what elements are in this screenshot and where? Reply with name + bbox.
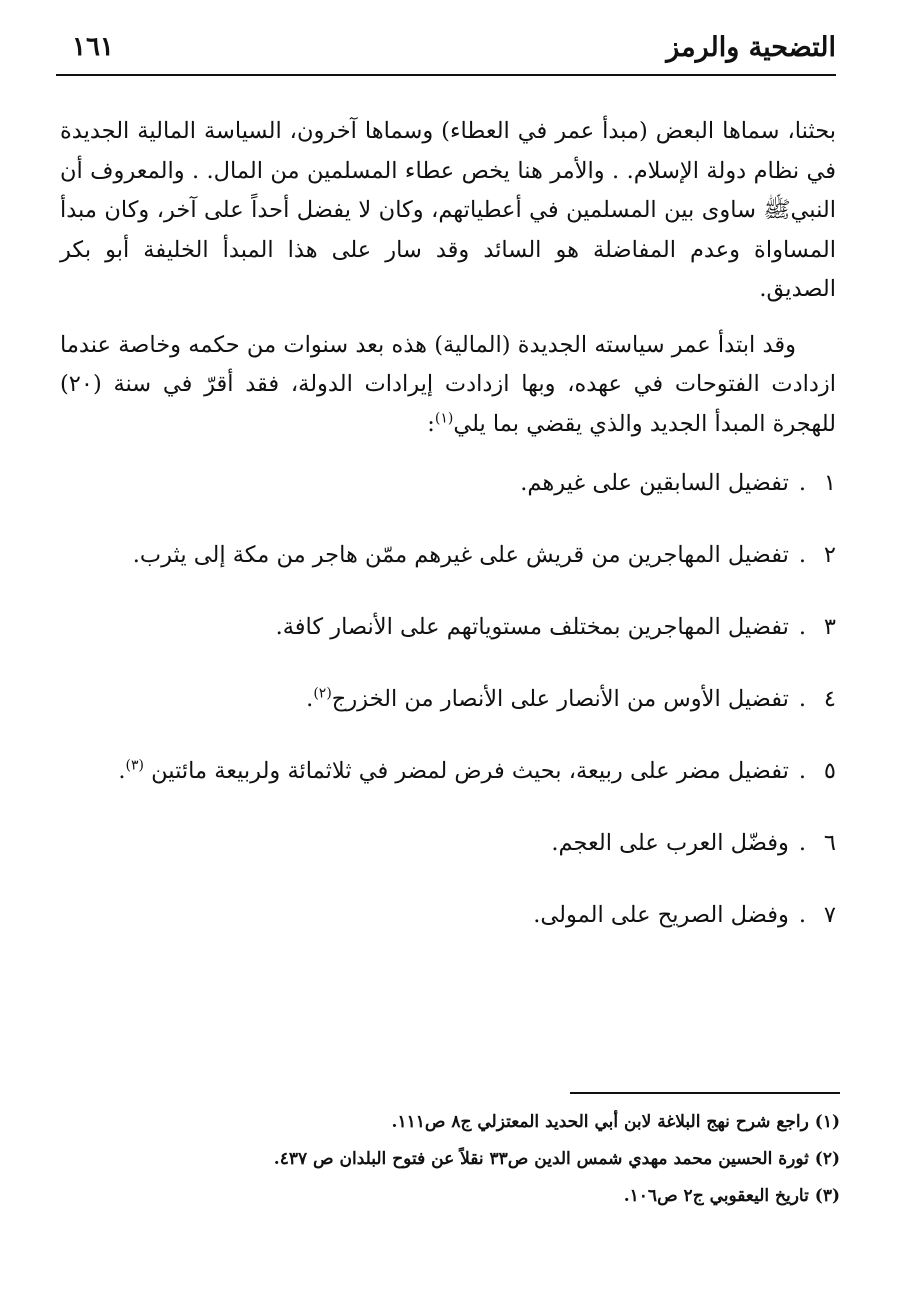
list-item	[60, 532, 836, 578]
list-item-number: ٢	[823, 542, 836, 568]
page-number: ١٦١	[72, 32, 114, 62]
list-item-end: .	[118, 758, 126, 784]
list-item-text: تفضيل الأوس من الأنصار على الأنصار من الخزرج	[331, 686, 789, 712]
paragraph-2	[60, 326, 836, 445]
list-item-text: وفضل الصريح على المولى.	[533, 902, 789, 928]
list-item-separator: .	[798, 470, 806, 496]
list-item-text: تفضيل المهاجرين من قريش على غيرهم ممّن هاجر من مكة إلى يثرب.	[132, 542, 789, 568]
footnote-divider	[570, 1092, 840, 1094]
footnote-1: (١) راجع شرح نهج البلاغة لابن أبي الحديد المعتزلي ج٨ ص١١١.	[391, 1112, 840, 1132]
list-item	[60, 892, 836, 938]
list-item-number: ٦	[823, 830, 836, 856]
paragraph-2-end: :	[427, 410, 435, 437]
list-item-text: وفضّل العرب على العجم.	[551, 830, 789, 856]
list-item-number: ٥	[823, 758, 836, 784]
footnote-ref-3: (٣)	[125, 757, 145, 774]
list-item	[60, 676, 836, 722]
list-item-number: ٧	[823, 902, 836, 928]
list-item-number: ١	[823, 470, 836, 496]
list-item-separator: .	[798, 614, 806, 640]
running-title: التضحية والرمز	[666, 32, 836, 63]
list-item-end: .	[306, 686, 314, 712]
list-item-text: تفضيل المهاجرين بمختلف مستوياتهم على الأنصار كافة.	[275, 614, 789, 640]
list-item-separator: .	[798, 542, 806, 568]
list-item-separator: .	[798, 830, 806, 856]
footnote-2: (٢) ثورة الحسين محمد مهدي شمس الدين ص٣٣ نقلاً عن فتوح البلدان ص ٤٣٧.	[273, 1149, 840, 1169]
page-header	[56, 30, 836, 76]
footnotes	[60, 1104, 840, 1215]
list-item-number: ٤	[823, 686, 836, 712]
main-text	[60, 112, 836, 964]
list-item-text: تفضيل السابقين على غيرهم.	[520, 470, 789, 496]
list-item-number: ٣	[823, 614, 836, 640]
list-item-separator: .	[798, 686, 806, 712]
list-item-separator: .	[798, 758, 806, 784]
principles-list	[60, 460, 836, 938]
list-item-text: تفضيل مضر على ربيعة، بحيث فرض لمضر في ثلاثمائة ولربيعة مائتين	[144, 758, 789, 784]
list-item-separator: .	[798, 902, 806, 928]
footnote-3: (٣) تاريخ اليعقوبي ج٢ ص١٠٦.	[623, 1186, 840, 1206]
list-item	[60, 820, 836, 866]
paragraph-1: بحثنا، سماها البعض (مبدأ عمر في العطاء) وسماها آخرون، السياسة المالية الجديدة في نظام دولة الإسلام. . والأمر هنا يخص عطاء المسلمين من المال. . والمعروف أن النبيﷺ ساوى بين المسلمين في أعطياتهم، وكان لا يفضل أحداً على آخر، وكان مبدأ المساواة وعدم المفاضلة هو السائد وقد سار على هذا المبدأ الخليفة أبو بكر الصديق.	[60, 118, 836, 302]
footnote-ref-2: (٢)	[313, 685, 332, 702]
footnote-ref-1: (١)	[434, 410, 454, 426]
list-item	[60, 748, 836, 794]
list-item	[60, 460, 836, 506]
list-item	[60, 604, 836, 650]
paragraph-2-text: وقد ابتدأ عمر سياسته الجديدة (المالية) هذه بعد سنوات من حكمه وخاصة عندما ازدادت الفتوحات في عهده، وبها ازدادت إيرادات الدولة، فقد أقرّ في سنة (٢٠) للهجرة المبدأ الجديد والذي يقضي بما يلي	[60, 331, 836, 437]
